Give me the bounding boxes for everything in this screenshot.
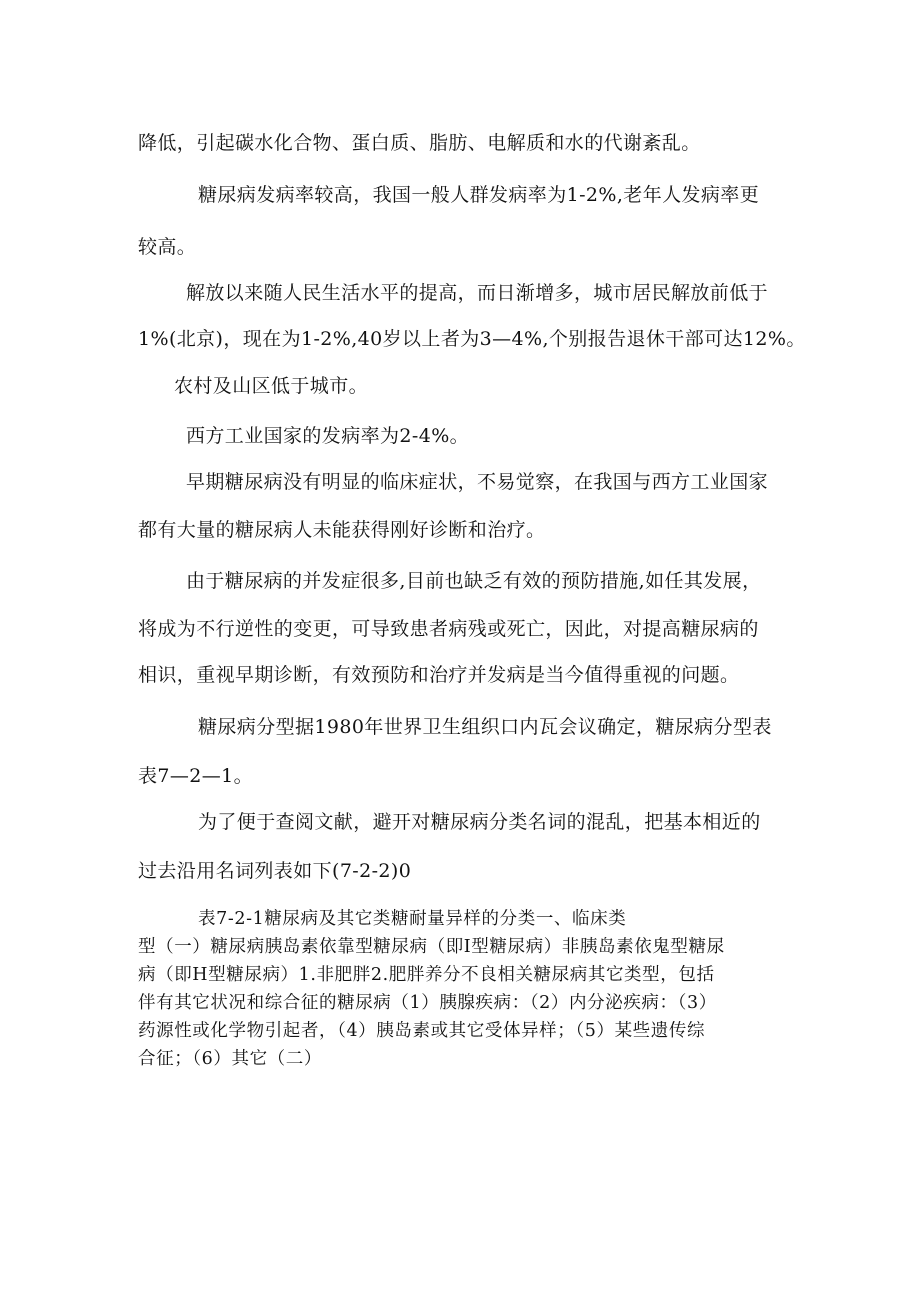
paragraph-line: 过去沿用名词列表如下(7-2-2)0 bbox=[138, 860, 412, 882]
paragraph-line: 解放以来随人民生活水平的提高，而日渐增多，城市居民解放前低于 bbox=[186, 282, 769, 304]
paragraph-line: 都有大量的糖尿病人未能获得刚好诊断和治疗。 bbox=[138, 519, 546, 541]
paragraph-line: 由于糖尿病的并发症很多,目前也缺乏有效的预防措施,如任其发展， bbox=[186, 570, 762, 592]
table-note-line: 药源性或化学物引起者，（4）胰岛素或其它受体异样；（5）某些遗传综 bbox=[138, 1021, 706, 1041]
table-note-line: 型（一）糖尿病胰岛素依靠型糖尿病（即I型糖尿病）非胰岛素依鬼型糖尿 bbox=[138, 937, 725, 957]
table-note-line: 合征；（6）其它（二） bbox=[138, 1049, 322, 1069]
paragraph-line: 较高。 bbox=[138, 236, 197, 258]
table-note-line: 病（即H型糖尿病）1.非肥胖2.肥胖养分不良相关糖尿病其它类型，包括 bbox=[138, 965, 715, 985]
table-note-line: 表7-2-1糖尿病及其它类糖耐量异样的分类一、临床类 bbox=[198, 909, 627, 929]
paragraph-line: 表7—2—1。 bbox=[138, 765, 254, 787]
paragraph-line: 糖尿病发病率较高，我国一般人群发病率为1-2%,老年人发病率更 bbox=[198, 184, 760, 206]
paragraph-line: 将成为不行逆性的变更，可导致患者病残或死亡，因此，对提高糖尿病的 bbox=[138, 618, 759, 640]
table-note-line: 伴有其它状况和综合征的糖尿病（1）胰腺疾病：（2）内分泌疾病：（3） bbox=[138, 993, 717, 1013]
paragraph-line: 相识，重视早期诊断，有效预防和治疗并发病是当今值得重视的问题。 bbox=[138, 664, 740, 686]
paragraph-line: 1%(北京)，现在为1-2%,40岁以上者为3—4%,个别报告退休干部可达12%。 bbox=[138, 328, 806, 350]
paragraph-line: 西方工业国家的发病率为2-4%。 bbox=[186, 425, 470, 447]
paragraph-line: 早期糖尿病没有明显的临床症状，不易觉察，在我国与西方工业国家 bbox=[186, 471, 769, 493]
paragraph-line: 农村及山区低于城市。 bbox=[174, 375, 369, 397]
paragraph-line: 为了便于查阅文献，避开对糖尿病分类名词的混乱，把基本相近的 bbox=[198, 811, 761, 833]
paragraph-line: 降低，引起碳水化合物、蛋白质、脂肪、电解质和水的代谢紊乱。 bbox=[138, 132, 701, 154]
paragraph-line: 糖尿病分型据1980年世界卫生组织口内瓦会议确定，糖尿病分型表 bbox=[198, 716, 772, 738]
